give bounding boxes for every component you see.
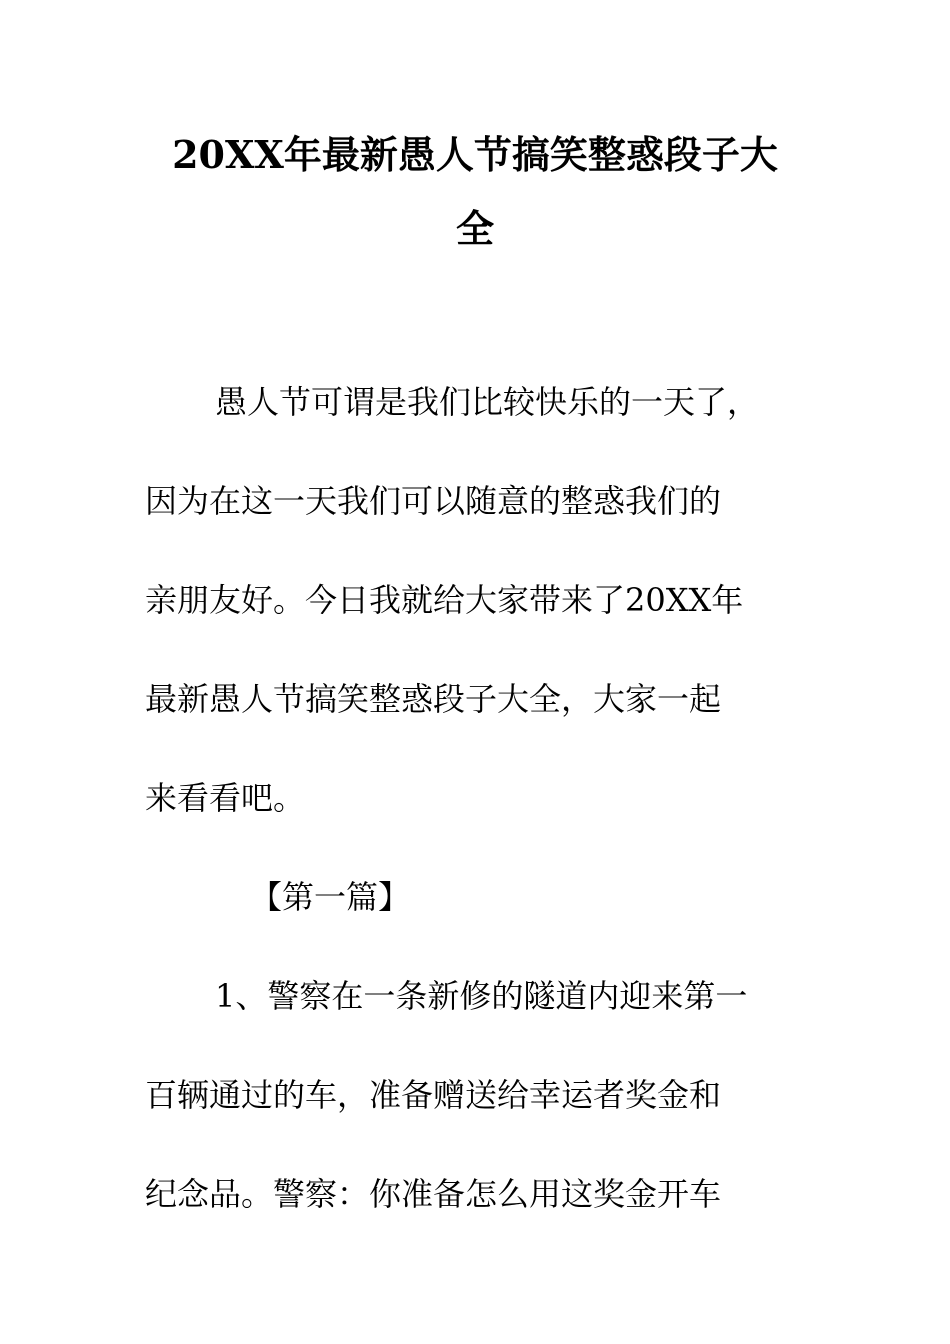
intro-line-1: 愚人节可谓是我们比较快乐的一天了， xyxy=(215,383,760,421)
section-heading: 【第一篇】 xyxy=(250,878,411,916)
intro-line-5: 来看看吧。 xyxy=(145,779,306,817)
item-1-line-1: 1、警察在一条新修的隧道内迎来第一 xyxy=(215,977,748,1015)
intro-line-2: 因为在这一天我们可以随意的整惑我们的 xyxy=(145,482,722,520)
item-1-line-3: 纪念品。警察：你准备怎么用这奖金开车 xyxy=(145,1175,722,1213)
item-1-line-2: 百辆通过的车，准备赠送给幸运者奖金和 xyxy=(145,1076,722,1114)
intro-line-3: 亲朋友好。今日我就给大家带来了20XX年 xyxy=(145,581,744,619)
document-title-line-2: 全 xyxy=(455,206,494,251)
intro-line-4: 最新愚人节搞笑整惑段子大全，大家一起 xyxy=(145,680,722,718)
document-title-line-1: 20XX年最新愚人节搞笑整惑段子大 xyxy=(172,132,778,177)
